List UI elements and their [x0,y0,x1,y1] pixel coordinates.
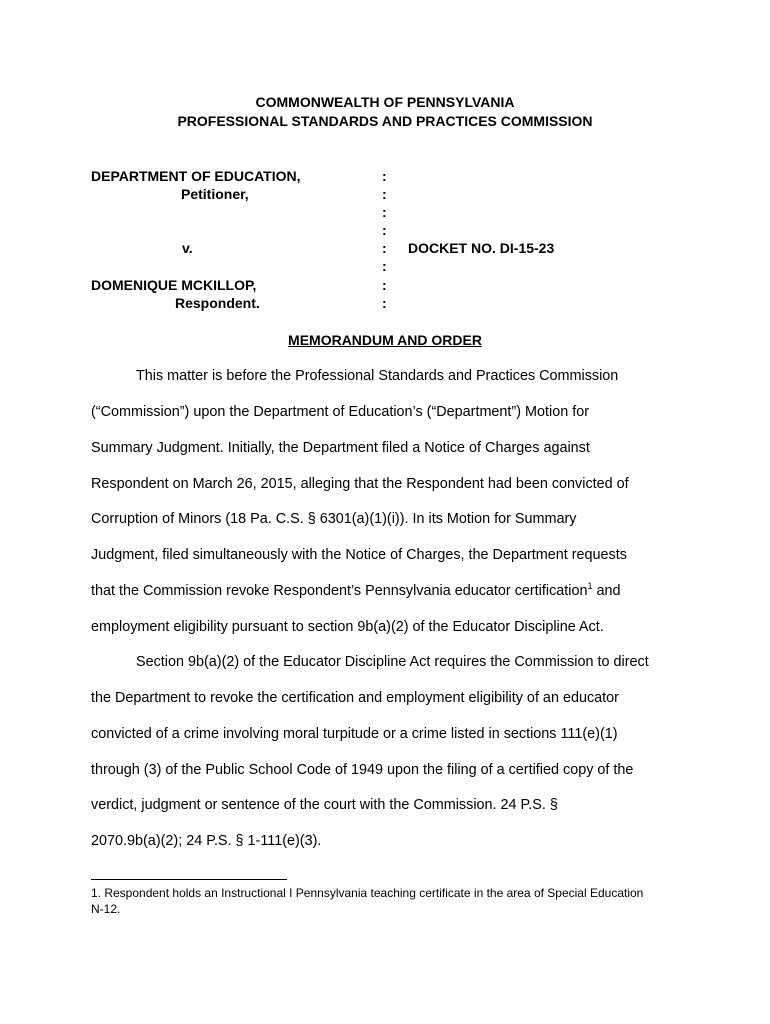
paragraph-line: Corruption of Minors (18 Pa. C.S. § 6301(a)(1)(i)). In its Motion for Summary [91,511,577,527]
caption-separator: : [382,222,387,238]
caption-separator: : [382,277,387,293]
paragraph-line: (“Commission”) upon the Department of Education’s (“Department”) Motion for [91,404,590,420]
paragraph-line: Respondent on March 26, 2015, alleging that the Respondent had been convicted of [91,476,629,492]
footnote-text: N-12. [91,902,121,916]
paragraph-line [91,583,621,599]
header-commonwealth: COMMONWEALTH OF PENNSYLVANIA [255,94,515,110]
paragraph-line: This matter is before the Professional Standards and Practices Commission [136,368,619,384]
document-title-text: MEMORANDUM AND ORDER [288,332,482,348]
respondent-name: DOMENIQUE MCKILLOP, [91,277,257,293]
paragraph-line-text: that the Commission revoke Respondent’s Pennsylvania educator certification [91,583,588,599]
docket-number: DOCKET NO. DI-15-23 [408,240,555,256]
footnote-text: 1. Respondent holds an Instructional I Pennsylvania teaching certificate in the area of Special Education [91,886,644,900]
paragraph-line: Section 9b(a)(2) of the Educator Discipline Act requires the Commission to direct [136,654,649,670]
caption-separator: : [382,295,387,311]
document-title [0,332,770,348]
caption-separator: : [382,168,387,184]
paragraph-line: verdict, judgment or sentence of the court with the Commission. 24 P.S. § [91,797,558,813]
header-commission: PROFESSIONAL STANDARDS AND PRACTICES COMMISSION [177,113,593,129]
paragraph-line: through (3) of the Public School Code of 1949 upon the filing of a certified copy of the [91,762,634,778]
footnote-reference[interactable]: 1 [587,581,593,592]
paragraph-line: 2070.9b(a)(2); 24 P.S. § 1-111(e)(3). [91,833,322,849]
petitioner-role: Petitioner, [181,186,249,202]
respondent-role: Respondent. [175,295,260,311]
paragraph-line: employment eligibility pursuant to section 9b(a)(2) of the Educator Discipline Act. [91,619,604,635]
paragraph-line-tail: and [592,583,621,599]
caption-separator: : [382,240,387,256]
caption-separator: : [382,186,387,202]
paragraph-line: convicted of a crime involving moral turpitude or a crime listed in sections 111(e)(1) [91,726,618,742]
caption-separator: : [382,204,387,220]
petitioner-name: DEPARTMENT OF EDUCATION, [91,168,301,184]
caption-separator: : [382,258,387,274]
paragraph-line: the Department to revoke the certification and employment eligibility of an educator [91,690,619,706]
footnote-divider [91,879,287,880]
paragraph-line: Summary Judgment. Initially, the Department filed a Notice of Charges against [91,440,590,456]
paragraph-line: Judgment, filed simultaneously with the Notice of Charges, the Department requests [91,547,627,563]
versus-label: v. [182,240,193,256]
